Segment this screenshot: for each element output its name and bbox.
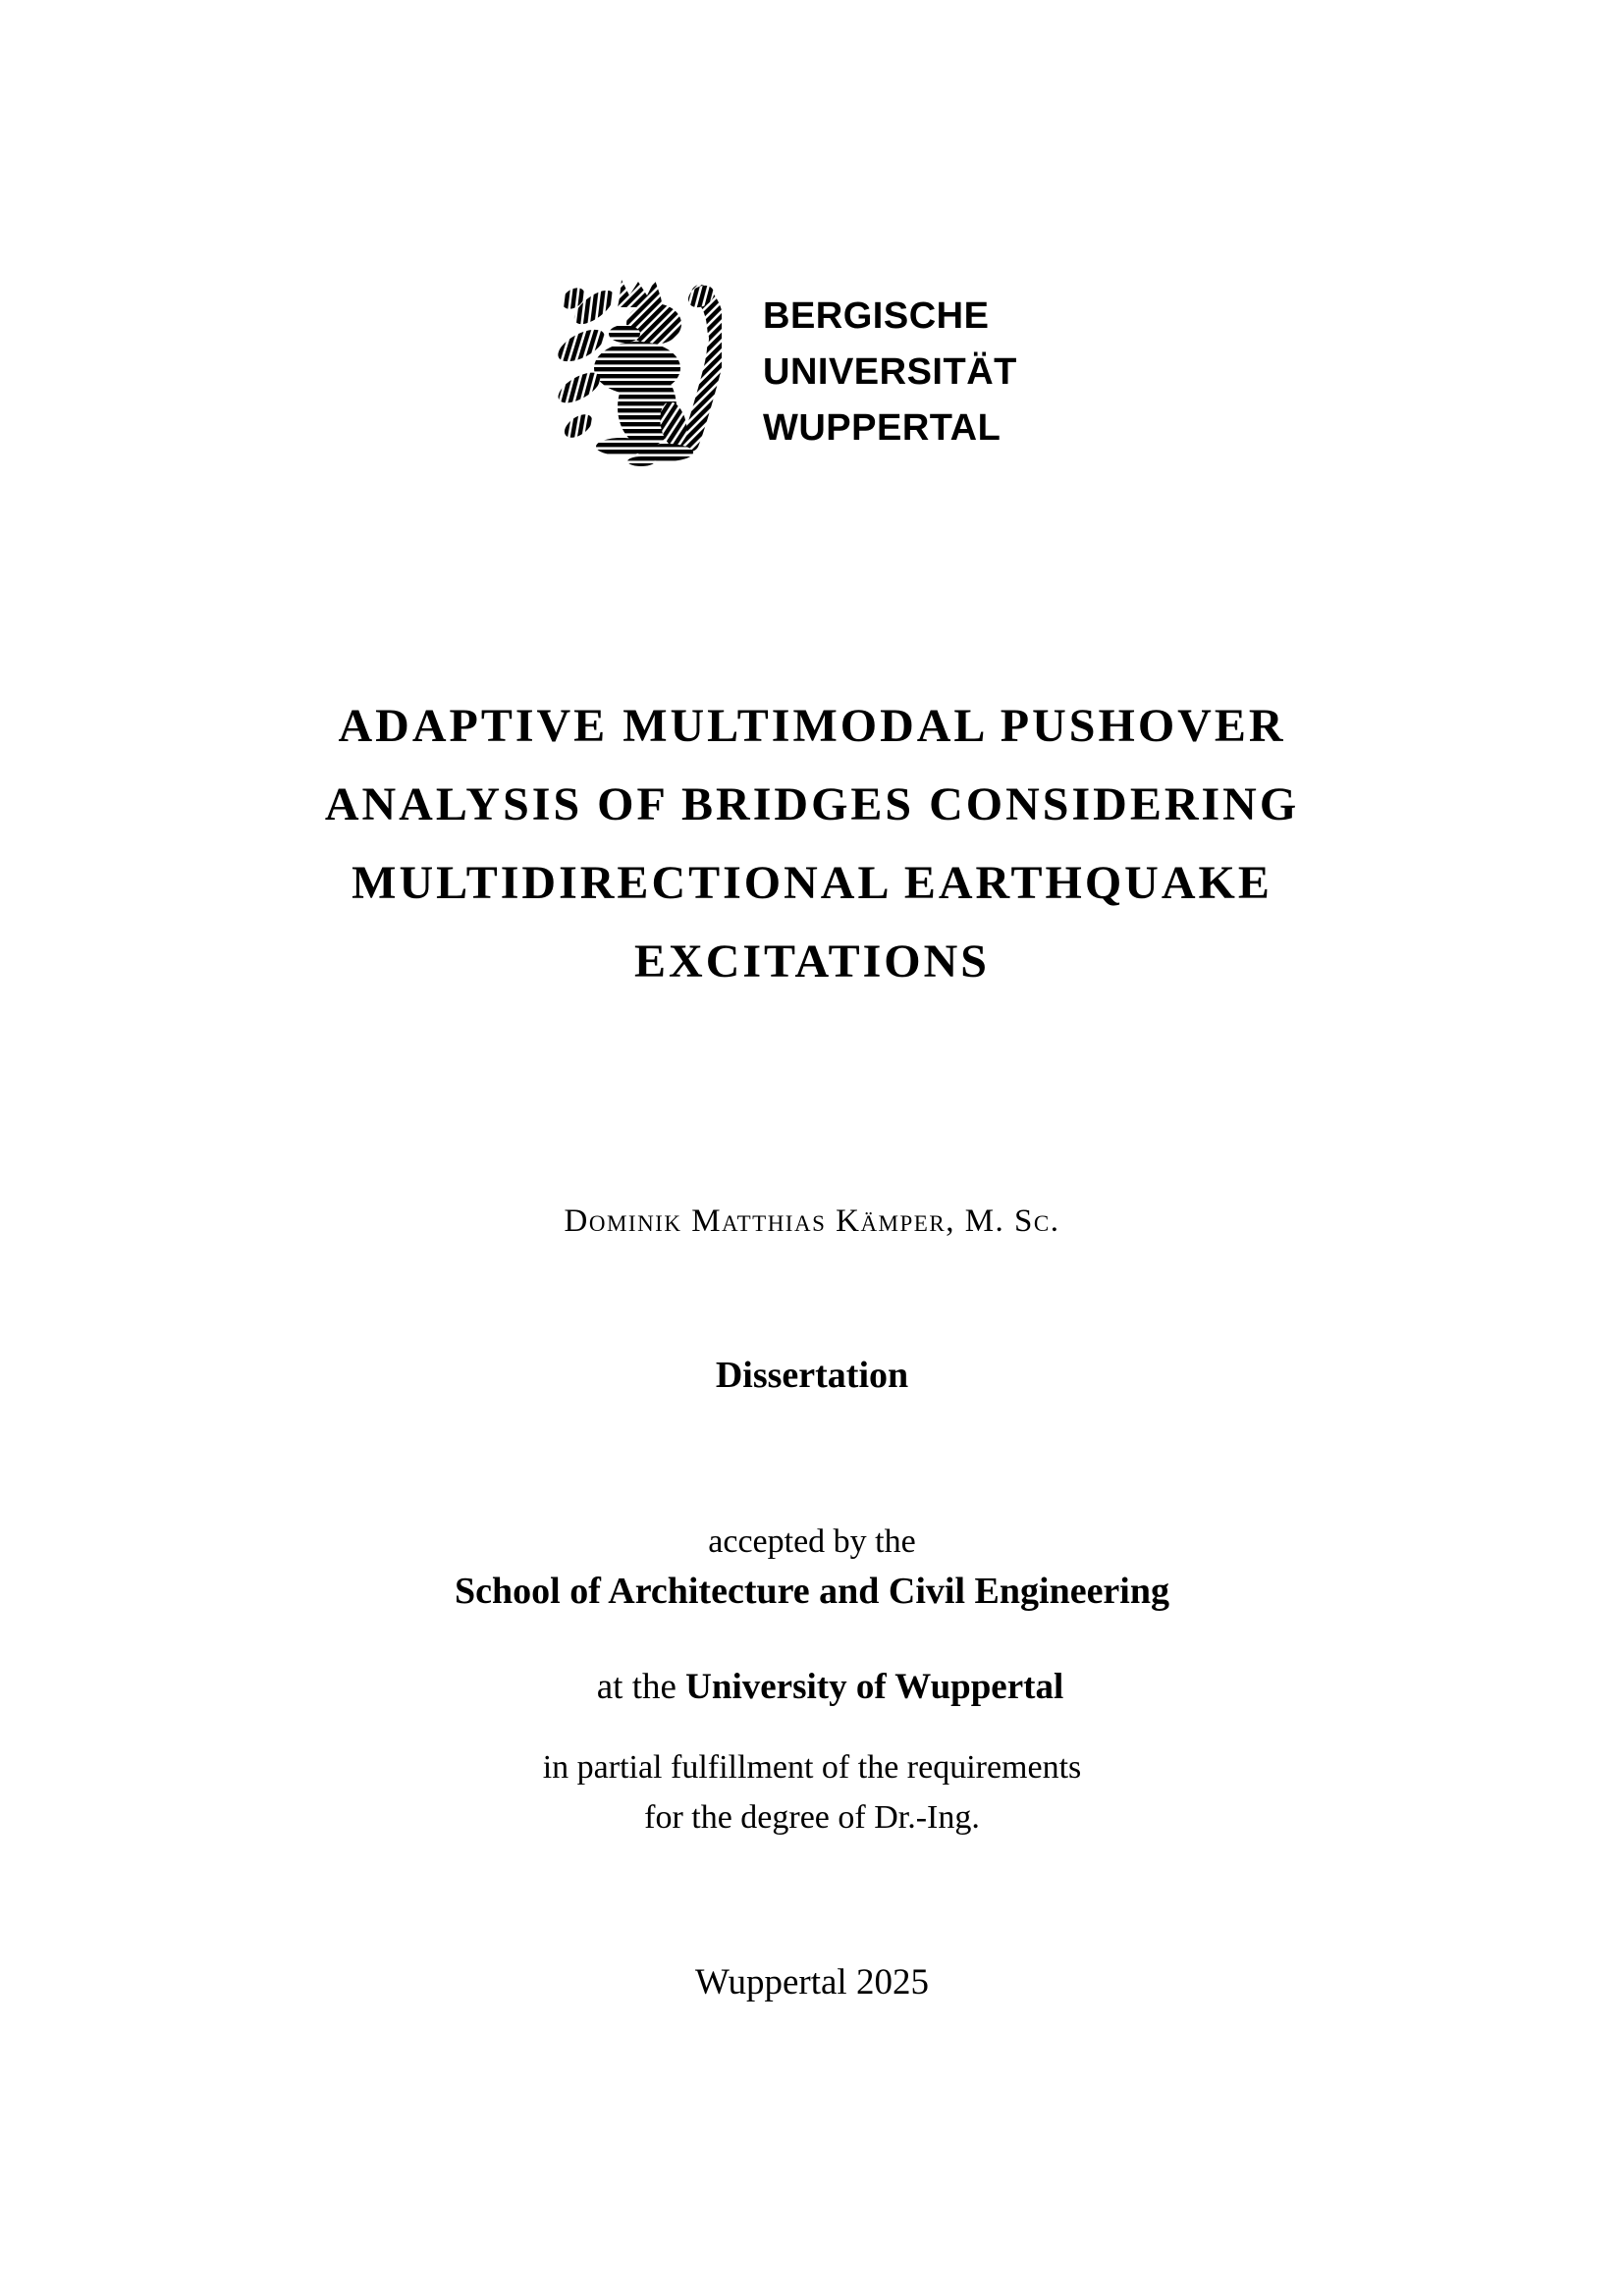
fulfillment-line-2: for the degree of Dr.-Ing. <box>644 1799 980 1836</box>
title-line-2: ANALYSIS OF BRIDGES CONSIDERING <box>324 778 1300 830</box>
wordmark-line-wuppertal: WUPPERTAL <box>763 406 1001 449</box>
acceptance-at-the: at the <box>596 1667 686 1707</box>
title-line-4: EXCITATIONS <box>634 935 990 988</box>
acceptance-intro: accepted by the <box>708 1523 916 1560</box>
university-wordmark <box>763 289 1017 456</box>
wordmark-line-universitaet: UNIVERSITÄT <box>763 350 1017 393</box>
author-name: Dominik Matthias Kämper, M. Sc. <box>564 1203 1060 1239</box>
title-line-1: ADAPTIVE MULTIMODAL PUSHOVER <box>338 700 1286 752</box>
fulfillment-line-1: in partial fulfillment of the requirements <box>542 1749 1082 1786</box>
university-lion-logo-icon <box>553 278 722 466</box>
wordmark-line-bergische: BERGISCHE <box>763 294 990 337</box>
acceptance-school: School of Architecture and Civil Engineering <box>455 1571 1169 1612</box>
acceptance-university: University of Wuppertal <box>685 1667 1064 1707</box>
imprint-place-year: Wuppertal 2025 <box>695 1962 929 2002</box>
title-line-3: MULTIDIRECTIONAL EARTHQUAKE <box>352 857 1272 909</box>
university-logo <box>553 278 1017 466</box>
acceptance-university-line <box>0 1621 1624 1753</box>
dissertation-title <box>0 687 1624 1001</box>
dissertation-label: Dissertation <box>715 1355 909 1396</box>
